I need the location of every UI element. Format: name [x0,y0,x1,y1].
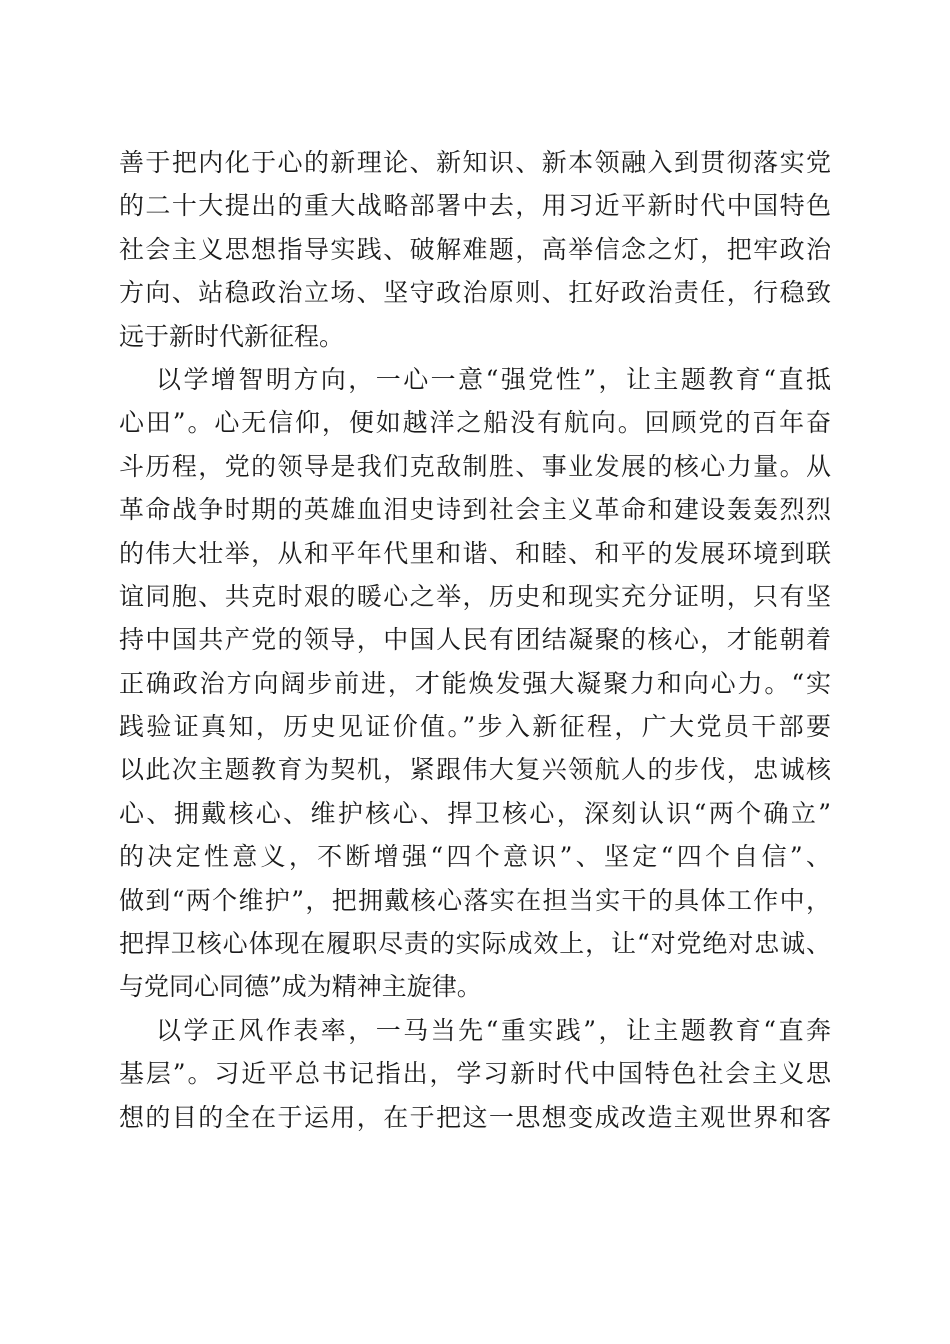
text-line: 以此次主题教育为契机，紧跟伟大复兴领航人的步伐，忠诚核 [119,755,831,785]
text-line: 的决定性意义，不断增强“四个意识”、坚定“四个自信”、 [119,842,831,872]
text-line: 持中国共产党的领导，中国人民有团结凝聚的核心，才能朝着 [119,625,831,655]
paragraph-start-line: 以学增智明方向，一心一意“强党性”，让主题教育“直抵 [156,364,831,394]
text-line: 的二十大提出的重大战略部署中去，用习近平新时代中国特色 [119,191,831,221]
text-line: 心、拥戴核心、维护核心、捍卫核心，深刻认识“两个确立” [119,798,831,828]
text-line: 把捍卫核心体现在履职尽责的实际成效上，让“对党绝对忠诚、 [119,929,831,959]
text-line: 与党同心同德”成为精神主旋律。 [119,972,482,1002]
body-text [119,141,831,1139]
text-line: 正确政治方向阔步前进，才能焕发强大凝聚力和向心力。“实 [119,668,831,698]
text-line: 基层”。习近平总书记指出，学习新时代中国特色社会主义思 [119,1059,831,1089]
text-line: 谊同胞、共克时艰的暖心之举，历史和现实充分证明，只有坚 [119,581,831,611]
text-line: 做到“两个维护”，把拥戴核心落实在担当实干的具体工作中， [119,885,831,915]
text-line: 善于把内化于心的新理论、新知识、新本领融入到贯彻落实党 [119,148,831,177]
text-line: 践验证真知，历史见证价值。”步入新征程，广大党员干部要 [119,712,831,742]
text-line: 想的目的全在于运用，在于把这一思想变成改造主观世界和客 [119,1102,831,1132]
text-line: 的伟大壮举，从和平年代里和谐、和睦、和平的发展环境到联 [119,538,831,568]
paragraph-start-line: 以学正风作表率，一马当先“重实践”，让主题教育“直奔 [156,1015,831,1045]
text-line: 革命战争时期的英雄血泪史诗到社会主义革命和建设轰轰烈烈 [119,495,831,525]
text-line: 社会主义思想指导实践、破解难题，高举信念之灯，把牢政治 [119,234,831,264]
text-line: 心田”。心无信仰，便如越洋之船没有航向。回顾党的百年奋 [119,408,831,438]
text-line: 斗历程，党的领导是我们克敌制胜、事业发展的核心力量。从 [119,451,831,481]
text-line: 方向、站稳政治立场、坚守政治原则、扛好政治责任，行稳致 [119,278,831,308]
text-line: 远于新时代新征程。 [119,321,345,351]
